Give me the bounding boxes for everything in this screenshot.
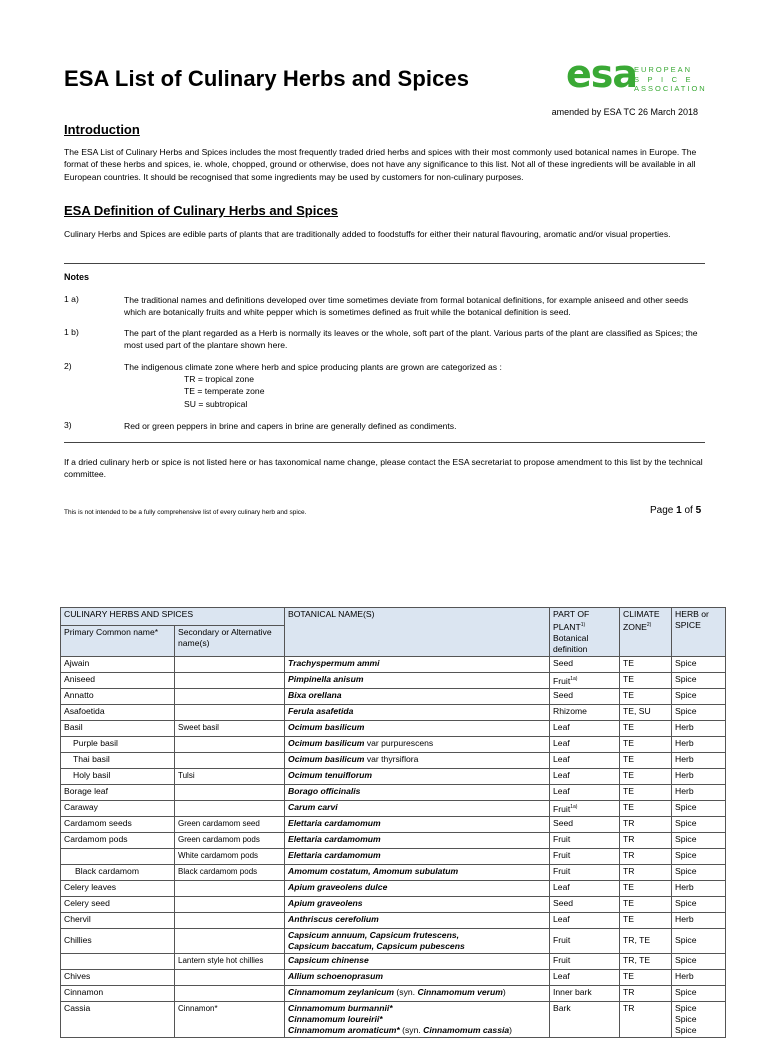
cell-secondary — [175, 800, 285, 816]
cell-part: Seed — [550, 896, 620, 912]
table-row — [61, 832, 726, 848]
cell-type: Spice — [672, 896, 726, 912]
zone-temperate: TE = temperate zone — [184, 386, 265, 396]
logo-mark: esa — [566, 52, 638, 96]
cell-secondary — [175, 736, 285, 752]
cell-part: Leaf — [550, 912, 620, 928]
cell-primary: Basil — [61, 720, 175, 736]
cell-botanical: Ocimum basilicum var thyrsiflora — [285, 752, 550, 768]
table-row — [61, 688, 726, 704]
table-row — [61, 848, 726, 864]
cell-primary: Asafoetida — [61, 704, 175, 720]
cell-secondary — [175, 672, 285, 688]
table-row — [61, 969, 726, 985]
table-row — [61, 816, 726, 832]
cell-botanical: Capsicum chinense — [285, 953, 550, 969]
cell-type: Herb — [672, 784, 726, 800]
cell-secondary — [175, 688, 285, 704]
cell-part: Fruit$^{1a)}$ — [550, 800, 620, 816]
cell-botanical: Cinnamomum zeylanicum (syn. Cinnamomum verum) — [285, 985, 550, 1001]
cell-climate: TE — [620, 720, 672, 736]
cell-type: Spice — [672, 800, 726, 816]
cell-climate: TE — [620, 896, 672, 912]
cell-botanical: Trachyspermum ammi — [285, 656, 550, 672]
intro-heading: Introduction — [64, 122, 140, 137]
herbs-table — [60, 607, 726, 1038]
table-row — [61, 985, 726, 1001]
cell-type: Herb — [672, 768, 726, 784]
cell-climate: TR — [620, 832, 672, 848]
cell-botanical: Cinnamomum burmannii* Cinnamomum loureirii* Cinnamomum aromaticum* (syn. Cinnamomum cassia) — [285, 1001, 550, 1037]
note-text: The indigenous climate zone where herb and spice producing plants are grown are categorized as : — [124, 362, 502, 372]
cell-botanical: Ocimum basilicum var purpurescens — [285, 736, 550, 752]
cell-climate: TE — [620, 752, 672, 768]
cell-type: Herb — [672, 720, 726, 736]
cell-climate: TE — [620, 880, 672, 896]
page-number — [650, 505, 701, 516]
cell-type: Herb — [672, 752, 726, 768]
cell-part: Leaf — [550, 969, 620, 985]
cell-primary — [61, 848, 175, 864]
cell-type: Herb — [672, 736, 726, 752]
cell-climate: TE — [620, 768, 672, 784]
cell-secondary — [175, 784, 285, 800]
cell-botanical: Ocimum basilicum — [285, 720, 550, 736]
cell-secondary — [175, 880, 285, 896]
cell-secondary — [175, 912, 285, 928]
definition-text: Culinary Herbs and Spices are edible parts of plants that are traditionally added to foodstuffs for either their natural flavouring, aromatic and/or visual properties. — [64, 229, 671, 239]
table-row — [61, 880, 726, 896]
cell-part: Fruit — [550, 953, 620, 969]
cell-primary: Cassia — [61, 1001, 175, 1037]
header-primary: Primary Common name* — [61, 625, 175, 656]
cell-part: Leaf — [550, 752, 620, 768]
table-body — [61, 656, 726, 1037]
cell-climate: TR — [620, 985, 672, 1001]
table-row — [61, 752, 726, 768]
cell-primary: Borage leaf — [61, 784, 175, 800]
cell-secondary — [175, 896, 285, 912]
cell-secondary: Tulsi — [175, 768, 285, 784]
table-row — [61, 768, 726, 784]
cell-primary: Chives — [61, 969, 175, 985]
cell-botanical: Allium schoenoprasum — [285, 969, 550, 985]
cell-part: Fruit — [550, 928, 620, 953]
table-row — [61, 720, 726, 736]
cell-type: Herb — [672, 969, 726, 985]
cell-secondary: Lantern style hot chillies — [175, 953, 285, 969]
cell-part: Seed — [550, 656, 620, 672]
header-botanical: BOTANICAL NAME(S) — [285, 608, 550, 657]
table-row — [61, 800, 726, 816]
note-text: The part of the plant regarded as a Herb is normally its leaves or the whole, soft part of the plant. Various parts of the plant are classified as Spices; the most used part of the plantare shown here. — [124, 328, 698, 351]
header-type: HERB or SPICE — [672, 608, 726, 657]
cell-primary: Cardamom pods — [61, 832, 175, 848]
cell-botanical: Amomum costatum, Amomum subulatum — [285, 864, 550, 880]
cell-part: Fruit$^{1a)}$ — [550, 672, 620, 688]
cell-primary: Ajwain — [61, 656, 175, 672]
header-part: PART OF PLANT$^{1)}$ Botanical definition — [550, 608, 620, 657]
cell-type: Spice — [672, 704, 726, 720]
cell-secondary — [175, 928, 285, 953]
cell-part: Fruit — [550, 848, 620, 864]
cell-part: Seed — [550, 688, 620, 704]
cell-primary: Celery leaves — [61, 880, 175, 896]
type-line: Spice — [675, 1024, 697, 1035]
cell-primary: Cinnamon — [61, 985, 175, 1001]
cell-secondary — [175, 656, 285, 672]
cell-type: Spice — [672, 816, 726, 832]
cell-climate: TE — [620, 800, 672, 816]
logo-text — [634, 65, 707, 94]
table-row — [61, 953, 726, 969]
cell-botanical: Pimpinella anisum — [285, 672, 550, 688]
table-row — [61, 736, 726, 752]
cell-primary: Cardamom seeds — [61, 816, 175, 832]
page-label: Page — [650, 505, 674, 516]
logo-line-2: SPICE — [634, 74, 700, 84]
cell-climate: TE — [620, 912, 672, 928]
cell-type: Spice — [672, 928, 726, 953]
page-total: 5 — [695, 505, 702, 516]
cell-part: Leaf — [550, 784, 620, 800]
cell-climate: TR, TE — [620, 953, 672, 969]
cell-type: Spice — [672, 864, 726, 880]
cell-climate: TR — [620, 816, 672, 832]
cell-climate: TE — [620, 784, 672, 800]
cell-climate: TE — [620, 672, 672, 688]
disclaimer: This is not intended to be a fully comprehensive list of every culinary herb and spice. — [64, 509, 307, 516]
cell-secondary: Cinnamon* — [175, 1001, 285, 1037]
cell-part: Leaf — [550, 720, 620, 736]
cell-primary — [61, 953, 175, 969]
table-row — [61, 1001, 726, 1037]
cell-secondary: Sweet basil — [175, 720, 285, 736]
cell-botanical: Ocimum tenuiflorum — [285, 768, 550, 784]
cell-secondary — [175, 704, 285, 720]
cell-climate: TE — [620, 656, 672, 672]
cell-primary: Purple basil — [61, 736, 175, 752]
cell-botanical: Anthriscus cerefolium — [285, 912, 550, 928]
intro-text: The ESA List of Culinary Herbs and Spices includes the most frequently traded dried herbs and spices with their most commonly used botanical names in Europe. The format of these herbs and spices, ie. whole, chopped, ground or otherwise, does not have any significance to this list. Not all of these ingredients will be available in all European countries. It should be recognised that some ingredients may be used by customers for non-culinary purposes. — [64, 147, 697, 182]
cell-climate: TE — [620, 688, 672, 704]
table-row — [61, 672, 726, 688]
amended-note: amended by ESA TC 26 March 2018 — [551, 107, 698, 117]
cell-climate: TE — [620, 969, 672, 985]
table-row — [61, 784, 726, 800]
note-text: The traditional names and definitions developed over time sometimes deviate from formal botanical definitions, for example aniseed and other seeds which are botanically fruits and white pepper which is sometimes defined as fruit while the botanical definition is seed. — [124, 295, 689, 318]
header-secondary: Secondary or Alternative name(s) — [175, 625, 285, 656]
cell-secondary: Green cardamom pods — [175, 832, 285, 848]
cell-secondary: Green cardamom seed — [175, 816, 285, 832]
header-group: CULINARY HERBS AND SPICES — [61, 608, 285, 626]
table-row — [61, 896, 726, 912]
cell-botanical: Borago officinalis — [285, 784, 550, 800]
cell-botanical: Ferula asafetida — [285, 704, 550, 720]
cell-primary: Chervil — [61, 912, 175, 928]
cell-climate: TR — [620, 848, 672, 864]
cell-primary: Thai basil — [61, 752, 175, 768]
cell-type: Herb — [672, 912, 726, 928]
table-row — [61, 912, 726, 928]
cell-primary: Aniseed — [61, 672, 175, 688]
cell-type — [672, 1001, 726, 1037]
cell-part: Leaf — [550, 880, 620, 896]
cell-primary: Chillies — [61, 928, 175, 953]
cell-climate: TR, TE — [620, 928, 672, 953]
divider-top — [64, 263, 705, 264]
cell-primary: Celery seed — [61, 896, 175, 912]
cell-primary: Caraway — [61, 800, 175, 816]
cell-primary: Annatto — [61, 688, 175, 704]
cell-climate: TE — [620, 736, 672, 752]
table-row — [61, 656, 726, 672]
divider-bottom — [64, 442, 705, 443]
cell-climate: TR — [620, 1001, 672, 1037]
zone-tropical: TR = tropical zone — [184, 374, 254, 384]
type-line: Spice — [675, 1013, 697, 1024]
cell-primary: Holy basil — [61, 768, 175, 784]
cell-part: Rhizome — [550, 704, 620, 720]
cell-part: Fruit — [550, 864, 620, 880]
note-number: 2) — [64, 361, 72, 371]
cell-botanical: Elettaria cardamomum — [285, 832, 550, 848]
cell-botanical: Apium graveolens — [285, 896, 550, 912]
document-title: ESA List of Culinary Herbs and Spices — [64, 66, 470, 91]
cell-botanical: Apium graveolens dulce — [285, 880, 550, 896]
cell-botanical: Elettaria cardamomum — [285, 816, 550, 832]
esa-logo — [566, 52, 707, 96]
cell-botanical: Bixa orellana — [285, 688, 550, 704]
cell-climate: TR — [620, 864, 672, 880]
cell-type: Spice — [672, 672, 726, 688]
cell-botanical: Capsicum annuum, Capsicum frutescens, Capsicum baccatum, Capsicum pubescens — [285, 928, 550, 953]
logo-line-3: ASSOCIATION — [634, 84, 707, 93]
cell-type: Spice — [672, 656, 726, 672]
definition-heading: ESA Definition of Culinary Herbs and Spices — [64, 203, 339, 218]
header-climate: CLIMATE ZONE$^{2)}$ — [620, 608, 672, 657]
cell-botanical: Elettaria cardamomum — [285, 848, 550, 864]
table-row — [61, 928, 726, 953]
cell-type: Spice — [672, 688, 726, 704]
cell-type: Spice — [672, 985, 726, 1001]
table-row — [61, 704, 726, 720]
note-number: 3) — [64, 420, 72, 430]
cell-part: Fruit — [550, 832, 620, 848]
cell-part: Inner bark — [550, 985, 620, 1001]
cell-type: Spice — [672, 832, 726, 848]
cell-secondary — [175, 969, 285, 985]
cell-climate: TE, SU — [620, 704, 672, 720]
cell-type: Spice — [672, 848, 726, 864]
note-number: 1 a) — [64, 294, 79, 304]
cell-botanical: Carum carvi — [285, 800, 550, 816]
table-header-row — [61, 608, 726, 626]
cell-part: Leaf — [550, 736, 620, 752]
note-number: 1 b) — [64, 327, 79, 337]
cell-part: Bark — [550, 1001, 620, 1037]
page-of: of — [684, 505, 693, 516]
notes-title: Notes — [64, 272, 90, 282]
cell-part: Leaf — [550, 768, 620, 784]
page-current: 1 — [676, 505, 682, 516]
cell-secondary — [175, 752, 285, 768]
table-row — [61, 864, 726, 880]
zone-subtropical: SU = subtropical — [184, 399, 248, 409]
cell-secondary: Black cardamom pods — [175, 864, 285, 880]
cell-type: Spice — [672, 953, 726, 969]
cell-part: Seed — [550, 816, 620, 832]
type-line: Spice — [675, 1002, 697, 1013]
cell-type: Herb — [672, 880, 726, 896]
cell-secondary — [175, 985, 285, 1001]
cell-primary: Black cardamom — [61, 864, 175, 880]
cell-secondary: White cardamom pods — [175, 848, 285, 864]
contact-text: If a dried culinary herb or spice is not listed here or has taxonomical name change, please contact the ESA secretariat to propose amendment to this list by the technical committee. — [64, 457, 703, 480]
logo-line-1: EUROPEAN — [634, 65, 693, 74]
note-text: Red or green peppers in brine and capers in brine are generally defined as condiments. — [124, 421, 457, 431]
